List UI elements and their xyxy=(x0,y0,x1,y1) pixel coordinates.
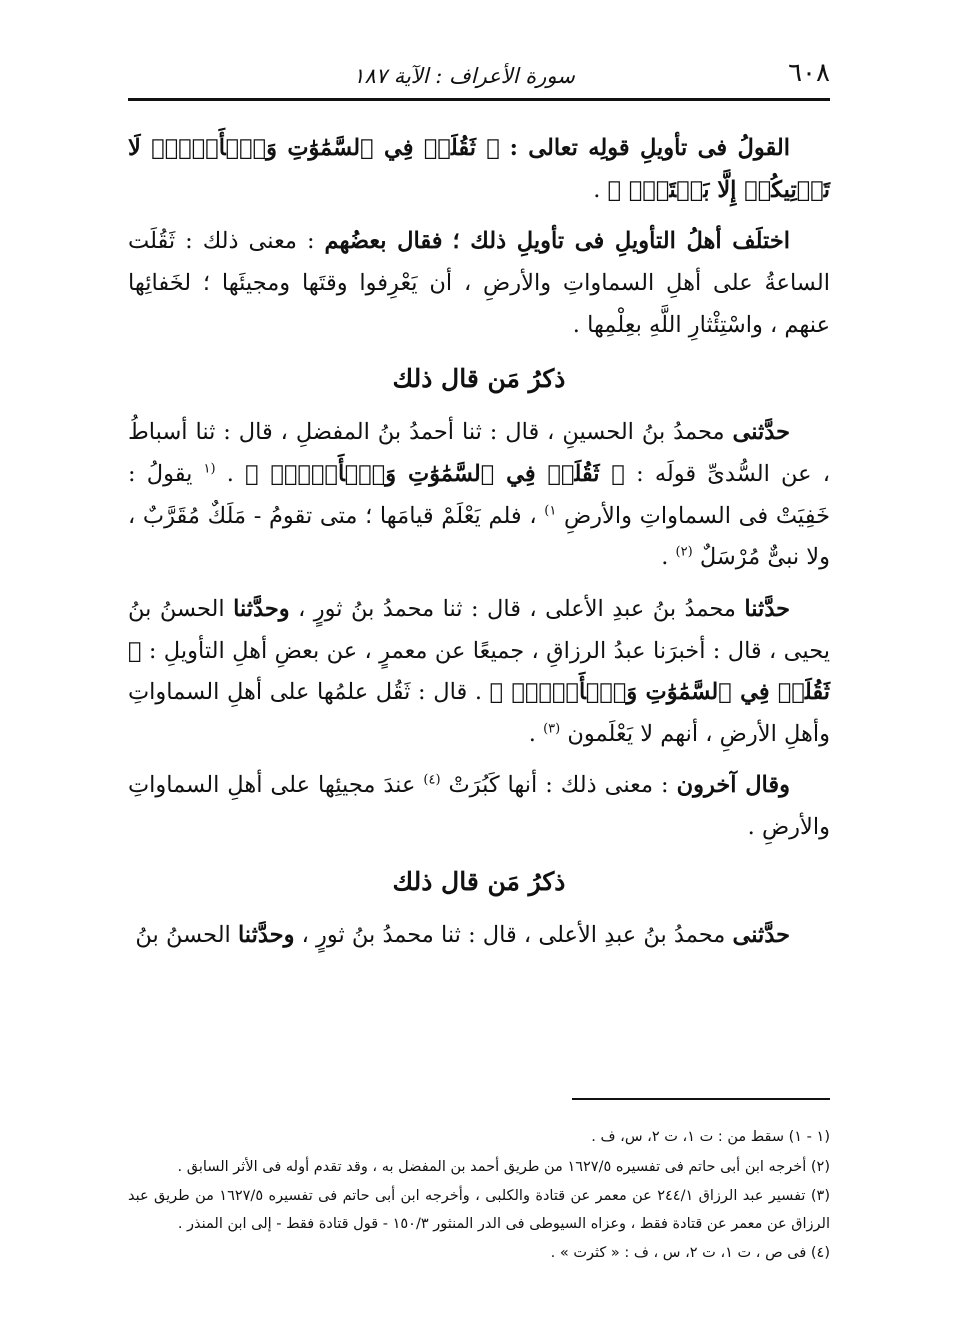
footnote-marker: (٤) xyxy=(423,772,441,788)
footnote-marker: (٢) xyxy=(675,544,693,560)
quran-quote: ﴿ ثَقُلَتۡ فِي ٱلسَّمَٰوَٰتِ وَٱلۡأَرۡضِۚ لَا تَأۡتِيكُمۡ إِلَّا بَغۡتَةٗۗ ﴾ xyxy=(128,135,830,203)
running-head xyxy=(128,44,830,88)
paragraph-text: عندَ مجيئِها على أهلِ السماواتِ والأرضِ . xyxy=(128,772,830,840)
paragraph-lead: وقال آخرون xyxy=(676,772,791,799)
footnote-marker: (٣) xyxy=(543,721,561,737)
paragraph-text: . xyxy=(661,544,669,571)
paragraph-text: الحسنُ بنُ يحيى ، قال : أخبرَنا عبدُ الرزاقِ ، جميعًا عن معمرٍ ، عن بعضِ أهلِ التأويلِ : xyxy=(128,595,830,664)
paragraph-text: : معنى ذلك : ثَقُلَت الساعةُ على أهلِ السماواتِ والأرضِ ، أن يَعْرِفوا وقتَها ومجيئَها ؛ لخَفائِها عنهم ، واسْتِئْثارِ اللَّهِ بعِلْمِها . xyxy=(128,228,830,338)
paragraph-text: ، فلم يَعْلَمْ قيامَها ؛ متى تقومُ - مَلَكٌ مُقَرَّبٌ ، ولا نبىٌّ مُرْسَلٌ xyxy=(128,502,830,571)
paragraph-lead: اختلَف أهلُ التأويلِ فى تأويلِ ذلك ؛ xyxy=(452,228,790,255)
paragraph-text: محمدُ بنُ الحسينِ ، قال : ثنا أحمدُ بنُ المفضلِ ، قال : ثنا أسباطُ ، عن السُّدىِّ قولَه : xyxy=(128,419,831,487)
page-number: ٦٠٨ xyxy=(788,58,830,88)
paragraph-text: يقولُ : خَفِيَتْ فى السماواتِ والأرضِ xyxy=(128,461,831,529)
paragraph-text: الحسنُ بنُ xyxy=(135,921,231,948)
paragraph-text: . xyxy=(593,176,601,203)
footnote-marker: ١) xyxy=(544,503,557,519)
paragraph-text: . xyxy=(528,720,536,747)
paragraph-lead: وحدَّثنا xyxy=(237,921,295,948)
main-text xyxy=(128,128,830,967)
footnote-marker: (١ xyxy=(203,461,216,477)
footnote: (٢) أخرجه ابن أبى حاتم فى تفسيره ١٦٢٧/٥ من طريق أحمد بن المفضل به ، وقد تقدم أوله فى الأثر السابق . xyxy=(177,1158,830,1175)
running-head-title: سورة الأعراف : الآية ١٨٧ xyxy=(353,64,575,88)
paragraph xyxy=(128,412,830,579)
quran-quote: ﴿ ثَقُلَتۡ فِي ٱلسَّمَٰوَٰتِ وَٱلۡأَرۡضِۚ ﴾ xyxy=(245,461,625,487)
footnote: (٤) فى ص ، ت ١، ت ٢، س ، ف : « كثرت » . xyxy=(550,1245,830,1262)
footnotes xyxy=(128,1124,830,1270)
paragraph-lead: وحدَّثنا xyxy=(233,595,290,622)
section-heading: ذكرُ مَن قال ذلك xyxy=(392,364,566,394)
paragraph xyxy=(128,765,830,848)
footnote-rule xyxy=(572,1098,830,1100)
section-heading: ذكرُ مَن قال ذلك xyxy=(392,866,566,896)
paragraph-text: محمدُ بنُ عبدِ الأعلى ، قال : ثنا محمدُ بنُ ثورٍ ، xyxy=(298,595,736,622)
paragraph-text: محمدُ بنُ عبدِ الأعلى ، قال : ثنا محمدُ بنُ ثورٍ ، xyxy=(301,921,726,948)
paragraph xyxy=(128,128,830,211)
header-rule xyxy=(128,98,830,101)
paragraph-lead: القولُ فى تأويلِ قولِه تعالى : xyxy=(509,135,791,161)
paragraph xyxy=(128,915,830,957)
paragraph-text: : معنى ذلك : أنها كَبُرَتْ xyxy=(448,772,669,799)
paragraph xyxy=(128,589,830,756)
footnote: (٣) تفسير عبد الرزاق ٢٤٤/١ عن معمر عن قتادة والكلبى ، وأخرجه ابن أبى حاتم فى تفسيره ١٦٢٧/٥ من طريق عبد الرزاق عن معمر عن قتادة فقط ، وعزاه السيوطى فى الدر المنثور ١٥٠/٣ - قول قتادة فقط - إلى ابن المنذر . xyxy=(128,1188,830,1232)
quran-quote: ﴿ ثَقُلَتۡ فِي ٱلسَّمَٰوَٰتِ وَٱلۡأَرۡضِۚ ﴾ xyxy=(128,637,830,706)
paragraph-lead: فقال بعضُهم xyxy=(324,228,443,255)
paragraph-lead: حدَّثنى xyxy=(732,419,790,446)
paragraph-lead: حدَّثنا xyxy=(744,595,791,622)
paragraph xyxy=(128,221,830,346)
paragraph-text: . قال : ثَقُل علمُها على أهلِ السماواتِ وأهلِ الأرضِ ، أنهم لا يَعْلَمون xyxy=(128,679,830,747)
paragraph-text: . xyxy=(226,461,234,487)
paragraph-lead: حدَّثنى xyxy=(732,921,790,948)
footnote: (١ - ١) سقط من : ت ١، ت ٢، س، ف . xyxy=(591,1129,830,1145)
